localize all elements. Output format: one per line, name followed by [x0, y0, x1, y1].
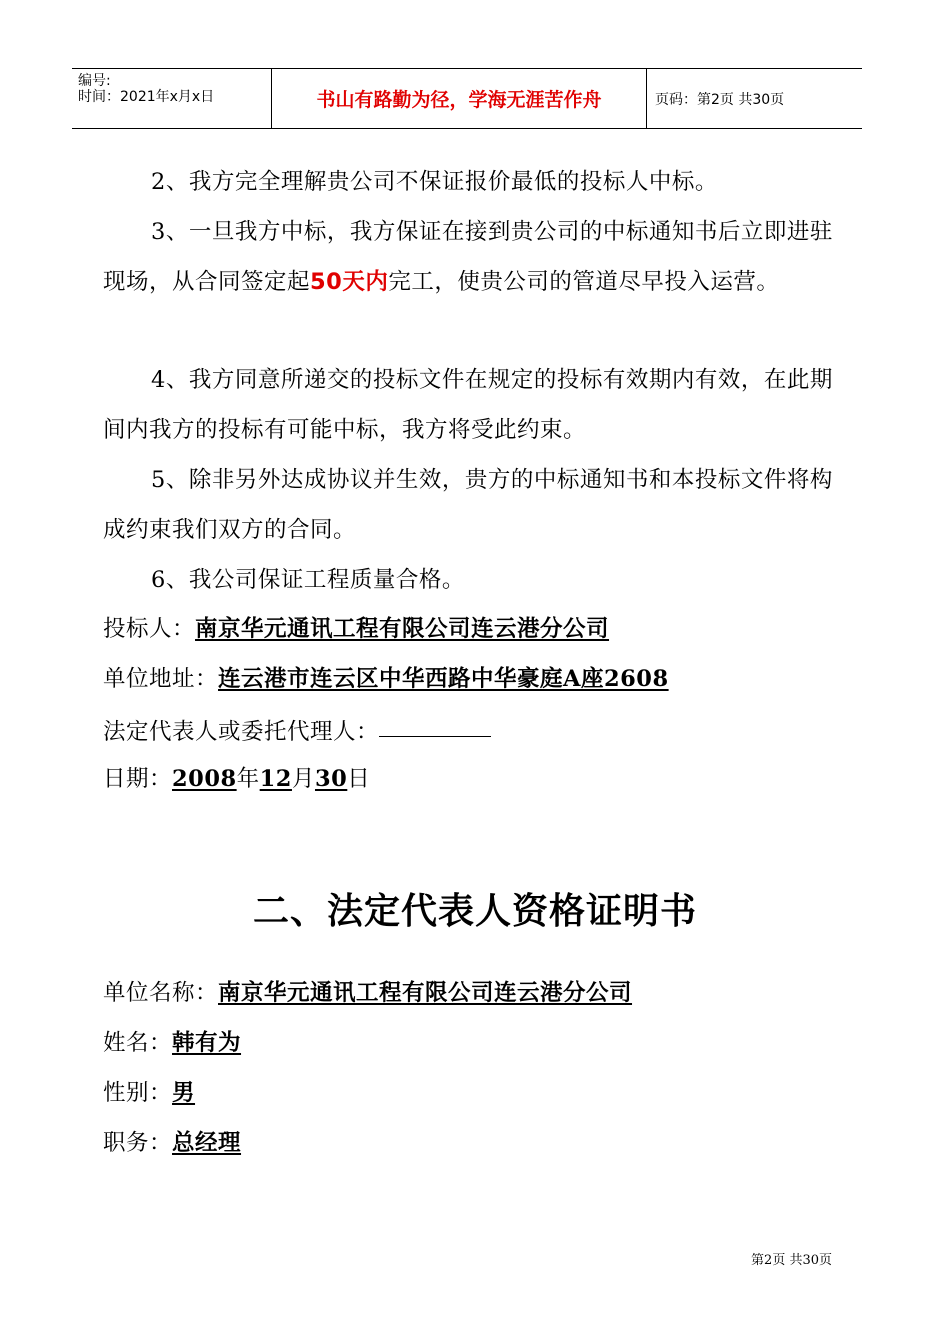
date-label: 日期：: [103, 766, 173, 792]
bidder-label: 投标人：: [103, 616, 196, 642]
date-line: [103, 764, 370, 794]
person-name-value: 韩有为: [172, 1030, 242, 1056]
gender-value: 男: [172, 1080, 196, 1106]
date-month-unit: 月: [291, 766, 315, 792]
clause-2: 2、我方完全理解贵公司不保证报价最低的投标人中标。: [151, 169, 718, 195]
unit-name-line: [103, 978, 632, 1008]
clause-3-text-b: 完工，使贵公司的管道尽早投入运营。: [388, 269, 780, 295]
header-meta: [72, 69, 272, 128]
date-day-unit: 日: [347, 766, 371, 792]
date-year-unit: 年: [236, 766, 260, 792]
clause-4: 4、我方同意所递交的投标文件在规定的投标有效期内有效，在此期间内我方的投标有可能中标，我方将受此约束。: [103, 367, 833, 443]
number-label: 编号:: [78, 73, 111, 89]
clause-3-text-a: 3、一旦我方中标，我方保证在接到贵公司的中标通知书后立即进驻现场，从合同签定起: [103, 219, 833, 295]
header-motto: 书山有路勤为径，学海无涯苦作舟: [272, 69, 647, 128]
unit-name-value: 南京华元通讯工程有限公司连云港分公司: [218, 980, 633, 1006]
position-line: [103, 1128, 241, 1158]
representative-label: 法定代表人或委托代理人：: [103, 719, 380, 745]
person-name-line: [103, 1028, 241, 1058]
date-day: 30: [314, 766, 348, 792]
representative-line: [103, 714, 491, 747]
section-title: 二、法定代表人资格证明书: [252, 890, 697, 932]
gender-line: [103, 1078, 195, 1108]
clause-3: [103, 207, 838, 307]
position-value: 总经理: [172, 1130, 242, 1156]
bidder-value: 南京华元通讯工程有限公司连云港分公司: [195, 616, 610, 642]
clause-6: 6、我公司保证工程质量合格。: [151, 567, 465, 593]
date-month: 12: [259, 766, 292, 792]
date-year: 2008: [172, 766, 237, 792]
position-label: 职务：: [103, 1130, 173, 1156]
clause-5: 5、除非另外达成协议并生效，贵方的中标通知书和本投标文件将构成约束我们双方的合同。: [103, 467, 833, 543]
page-header: [72, 68, 862, 129]
address-value: 连云港市连云区中华西路中华豪庭A座2608: [218, 666, 669, 692]
representative-blank: [379, 714, 491, 737]
person-name-label: 姓名：: [103, 1030, 173, 1056]
gender-label: 性别：: [103, 1080, 173, 1106]
time-label: 时间：2021年x月x日: [78, 89, 215, 105]
address-label: 单位地址：: [103, 666, 219, 692]
address-line: [103, 664, 669, 694]
header-page-number: 页码：第2页 共30页: [655, 91, 785, 108]
page-footer: 第2页 共30页: [751, 1253, 832, 1268]
bidder-line: [103, 614, 609, 644]
unit-name-label: 单位名称：: [103, 980, 219, 1006]
clause-3-deadline: 50天内: [310, 269, 389, 295]
